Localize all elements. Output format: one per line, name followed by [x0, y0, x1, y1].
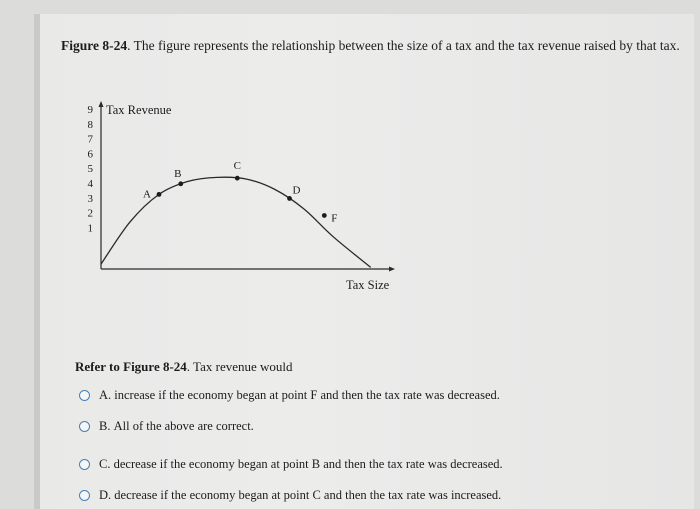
option-b[interactable]	[79, 419, 254, 434]
y-tick-labels	[88, 104, 94, 234]
y-axis-arrow-icon	[99, 101, 104, 107]
point-b-marker	[178, 181, 183, 186]
option-b-letter: B.	[99, 419, 111, 433]
option-d-text: decrease if the economy began at point C and then the tax rate was increased.	[114, 488, 502, 502]
option-b-text: All of the above are correct.	[113, 419, 254, 433]
y-axis-label: Tax Revenue	[106, 103, 172, 117]
question-text	[75, 359, 293, 375]
option-a-letter: A.	[99, 388, 112, 402]
y-tick-label: 5	[87, 163, 93, 176]
point-f-marker	[322, 213, 327, 218]
radio-icon[interactable]	[79, 421, 90, 432]
x-axis-label: Tax Size	[346, 278, 390, 292]
y-tick-label: 8	[87, 118, 93, 131]
option-d-letter: D.	[99, 488, 112, 502]
point-f-label: F	[331, 212, 338, 225]
point-d-marker	[287, 196, 292, 201]
point-c-label: C	[233, 160, 241, 173]
question-rest: . Tax revenue would	[186, 359, 293, 374]
option-a-text: increase if the economy began at point F and then the tax rate was decreased.	[114, 388, 500, 402]
left-divider	[34, 14, 40, 509]
radio-icon[interactable]	[79, 390, 90, 401]
y-tick-label: 7	[87, 133, 93, 146]
point-a-marker	[157, 192, 162, 197]
y-tick-label: 4	[87, 178, 93, 190]
option-c-text: decrease if the economy began at point B and then the tax rate was decreased.	[113, 457, 503, 471]
point-c-marker	[235, 176, 240, 181]
option-a[interactable]	[79, 388, 500, 403]
laffer-chart	[79, 99, 399, 309]
figure-caption	[61, 38, 680, 54]
point-a-label: A	[143, 188, 151, 201]
x-axis-arrow-icon	[389, 267, 395, 272]
point-b-label: B	[174, 167, 182, 180]
point-d-label: D	[292, 184, 301, 197]
figure-caption-text: . The figure represents the relationship between the size of a tax and the tax revenue raised by that tax.	[127, 38, 680, 53]
curve-points	[143, 160, 337, 224]
y-tick-label: 2	[87, 207, 93, 220]
radio-icon[interactable]	[79, 459, 90, 470]
option-c-letter: C.	[99, 457, 111, 471]
question-lead: Refer to Figure 8-24	[75, 359, 187, 374]
y-tick-label: 1	[87, 222, 93, 235]
y-tick-label: 9	[87, 104, 93, 116]
radio-icon[interactable]	[79, 490, 90, 501]
y-tick-label: 6	[87, 148, 93, 161]
figure-label: Figure 8-24	[61, 38, 128, 53]
revenue-curve	[101, 177, 371, 267]
y-tick-label: 3	[87, 192, 93, 205]
question-page	[34, 14, 694, 509]
option-c[interactable]	[79, 457, 503, 472]
option-d[interactable]	[79, 488, 501, 503]
